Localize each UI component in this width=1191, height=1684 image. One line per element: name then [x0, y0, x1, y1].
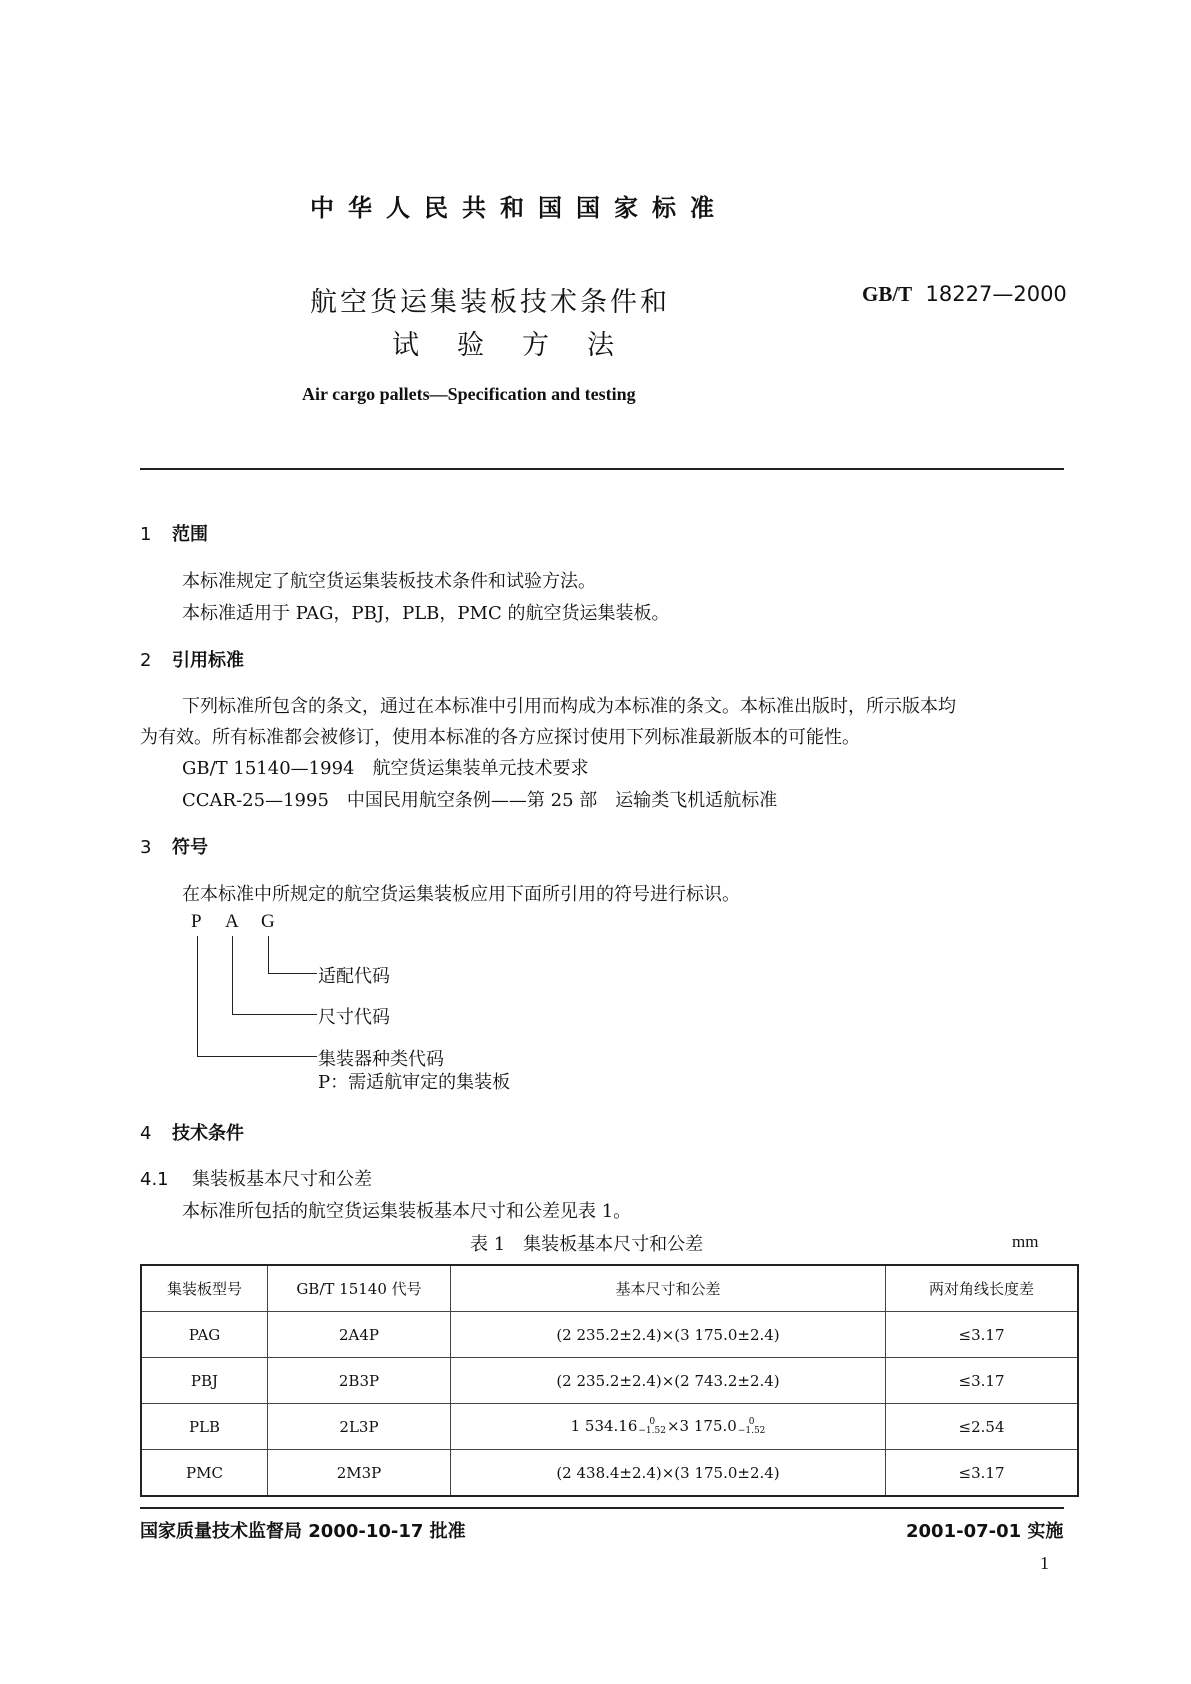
reference-gbt-15140: GB/T 15140—1994 航空货运集装单元技术要求	[182, 758, 589, 779]
page-number: 1	[1040, 1553, 1049, 1573]
section-2-paragraph-1: 下列标准所包含的条文，通过在本标准中引用而构成为本标准的条文。本标准出版时，所示版本均	[182, 696, 956, 717]
section-number: 3	[140, 837, 152, 858]
label-adapter-code: 适配代码	[318, 966, 390, 987]
cell-dimensions: (2 235.2±2.4)×(2 743.2±2.4)	[451, 1358, 886, 1404]
section-title: 符号	[172, 837, 208, 858]
english-title: Air cargo pallets—Specification and testing	[302, 384, 636, 404]
table-header: 集装板型号	[141, 1265, 268, 1312]
cell-code: 2M3P	[268, 1450, 451, 1497]
cell-model: PMC	[141, 1450, 268, 1497]
connector-p-vertical	[197, 936, 198, 1057]
section-title: 范围	[172, 524, 208, 545]
connector-g-vertical	[268, 936, 269, 974]
section-2-paragraph-2: 为有效。所有标准都会被修订，使用本标准的各方应探讨使用下列标准最新版本的可能性。	[140, 727, 860, 748]
connector-g-horizontal	[268, 973, 317, 974]
cell-code: 2B3P	[268, 1358, 451, 1404]
table-row	[141, 1450, 1078, 1497]
table-row	[141, 1312, 1078, 1358]
reference-ccar-25: CCAR-25—1995 中国民用航空条例——第 25 部 运输类飞机适航标准	[182, 790, 778, 811]
cell-diagonal-diff: ≤3.17	[886, 1358, 1079, 1404]
document-title-line2: 试验方法	[392, 330, 652, 361]
tolerance-lower: −1.52	[638, 1426, 666, 1436]
footer-divider	[140, 1507, 1064, 1509]
standard-prefix: GB/T	[862, 282, 913, 306]
cell-dimensions	[451, 1404, 886, 1450]
cell-dimensions: (2 438.4±2.4)×(3 175.0±2.4)	[451, 1450, 886, 1497]
section-number: 2	[140, 650, 152, 671]
dimension-a: 1 534.16	[570, 1417, 638, 1435]
tolerance-b	[738, 1418, 766, 1436]
section-2-heading	[140, 646, 244, 672]
section-1-heading	[140, 520, 208, 546]
cell-model: PLB	[141, 1404, 268, 1450]
approval-date: 国家质量技术监督局 2000-10-17 批准	[140, 1521, 466, 1542]
label-size-code: 尺寸代码	[318, 1007, 390, 1028]
subsection-4-1-paragraph: 本标准所包括的航空货运集装板基本尺寸和公差见表 1。	[182, 1201, 632, 1222]
subsection-4-1-heading	[140, 1165, 372, 1191]
table-unit: mm	[1012, 1232, 1039, 1251]
section-1-paragraph-2: 本标准适用于 PAG，PBJ，PLB，PMC 的航空货运集装板。	[182, 603, 670, 624]
cell-diagonal-diff: ≤3.17	[886, 1312, 1079, 1358]
national-standard-heading: 中华人民共和国国家标准	[310, 194, 728, 222]
tolerance-lower: −1.52	[737, 1426, 766, 1436]
connector-a-vertical	[232, 936, 233, 1015]
header-divider	[140, 468, 1064, 470]
label-pallet-definition: P：需适航审定的集装板	[318, 1072, 511, 1093]
tolerance-a	[638, 1418, 666, 1436]
section-title: 引用标准	[172, 650, 244, 671]
dimension-b: ×3 175.0	[666, 1417, 737, 1435]
table-header: 基本尺寸和公差	[451, 1265, 886, 1312]
section-number: 1	[140, 524, 152, 545]
section-1-paragraph-1: 本标准规定了航空货运集装板技术条件和试验方法。	[182, 571, 596, 592]
cell-code: 2L3P	[268, 1404, 451, 1450]
subsection-title: 集装板基本尺寸和公差	[192, 1169, 372, 1190]
section-number: 4	[140, 1123, 152, 1144]
cell-diagonal-diff: ≤2.54	[886, 1404, 1079, 1450]
standard-number	[862, 282, 1067, 307]
subsection-number: 4.1	[140, 1169, 169, 1190]
dimensions-table	[140, 1264, 1079, 1497]
cell-model: PBJ	[141, 1358, 268, 1404]
section-title: 技术条件	[172, 1123, 244, 1144]
symbol-letter-p: P	[191, 911, 202, 932]
cell-model: PAG	[141, 1312, 268, 1358]
table-header: 两对角线长度差	[886, 1265, 1079, 1312]
symbol-letter-g: G	[261, 911, 275, 932]
document-title-line1: 航空货运集装板技术条件和	[310, 287, 670, 318]
section-3-heading	[140, 833, 208, 859]
implementation-date: 2001-07-01 实施	[906, 1521, 1064, 1542]
symbol-letter-a: A	[225, 911, 239, 932]
table-row	[141, 1404, 1078, 1450]
tolerance-upper: 0	[649, 1417, 656, 1427]
section-3-paragraph: 在本标准中所规定的航空货运集装板应用下面所引用的符号进行标识。	[182, 884, 740, 905]
table-row	[141, 1358, 1078, 1404]
standard-code: 18227—2000	[925, 282, 1067, 306]
section-4-heading	[140, 1119, 244, 1145]
table-caption: 表 1 集装板基本尺寸和公差	[470, 1234, 704, 1255]
connector-a-horizontal	[232, 1014, 317, 1015]
table-header: GB/T 15140 代号	[268, 1265, 451, 1312]
cell-diagonal-diff: ≤3.17	[886, 1450, 1079, 1497]
cell-dimensions: (2 235.2±2.4)×(3 175.0±2.4)	[451, 1312, 886, 1358]
cell-code: 2A4P	[268, 1312, 451, 1358]
label-container-type-code: 集装器种类代码	[318, 1049, 444, 1070]
table-header-row	[141, 1265, 1078, 1312]
tolerance-upper: 0	[748, 1417, 755, 1427]
connector-p-horizontal	[197, 1056, 317, 1057]
